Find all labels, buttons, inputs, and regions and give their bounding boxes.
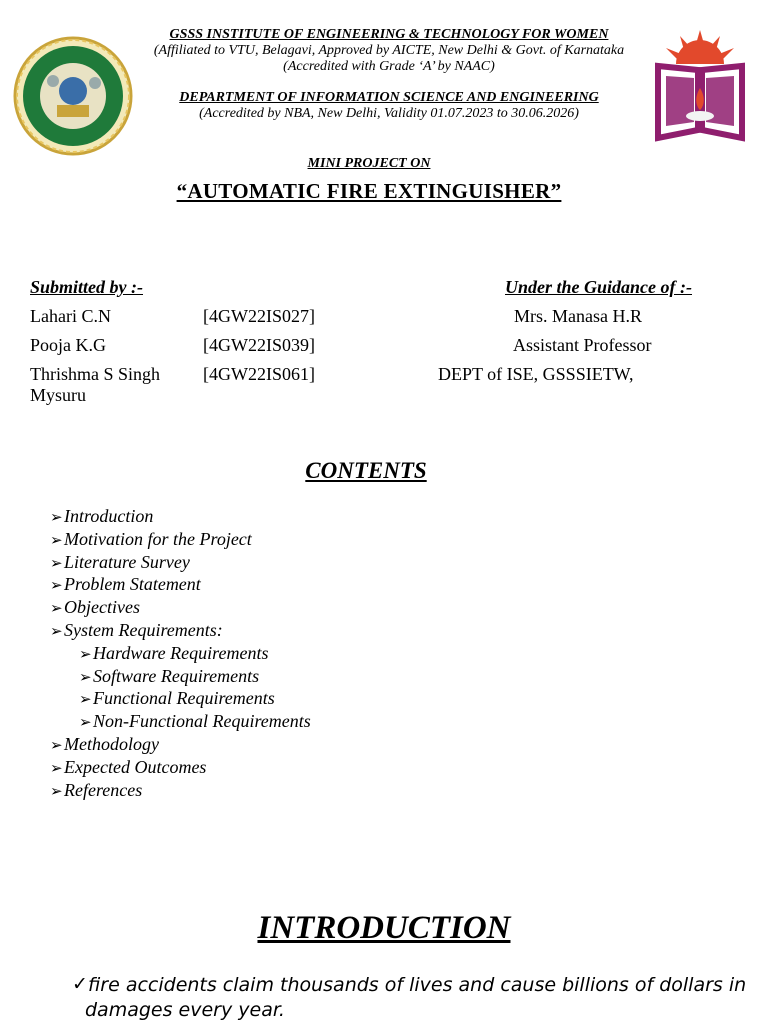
arrow-bullet-icon: ➢	[50, 532, 63, 549]
project-label: MINI PROJECT ON	[307, 156, 431, 171]
arrow-bullet-icon: ➢	[50, 578, 63, 595]
arrow-bullet-icon: ➢	[79, 715, 92, 732]
student-usn: [4GW22IS039]	[203, 335, 315, 355]
arrow-bullet-icon: ➢	[79, 646, 92, 663]
list-item: ➢Hardware Requirements	[50, 643, 311, 666]
department-name: DEPARTMENT OF INFORMATION SCIENCE AND ENGINEERING	[179, 90, 599, 105]
arrow-bullet-icon: ➢	[50, 555, 63, 572]
project-title: “AUTOMATIC FIRE EXTINGUISHER”	[176, 179, 562, 203]
arrow-bullet-icon: ➢	[50, 760, 63, 777]
contents-list	[50, 506, 311, 802]
arrow-bullet-icon: ➢	[79, 669, 92, 686]
list-item: ➢Problem Statement	[50, 574, 311, 597]
student-name: Thrishma S Singh	[30, 364, 161, 384]
guide-name: Mrs. Manasa H.R	[514, 306, 642, 326]
checkmark-icon: ✓	[72, 973, 88, 995]
student-name: Lahari C.N	[30, 306, 111, 326]
college-book-lamp-icon	[654, 30, 746, 142]
institute-name: GSSS INSTITUTE OF ENGINEERING & TECHNOLOGY FOR WOMEN	[169, 27, 609, 42]
list-item: ➢Expected Outcomes	[50, 757, 311, 780]
affiliation-text: (Affiliated to VTU, Belagavi, Approved by AICTE, New Delhi & Govt. of Karnataka	[153, 43, 625, 58]
student-usn: [4GW22IS061]	[203, 364, 315, 384]
institution-header	[140, 27, 638, 122]
list-item: ➢Motivation for the Project	[50, 529, 311, 552]
list-item: ➢Non-Functional Requirements	[50, 711, 311, 734]
guide-designation: Assistant Professor	[513, 335, 652, 355]
list-item: ➢Introduction	[50, 506, 311, 529]
list-item: ➢Objectives	[50, 597, 311, 620]
arrow-bullet-icon: ➢	[50, 783, 63, 800]
list-item: ➢References	[50, 780, 311, 803]
list-item: ➢Functional Requirements	[50, 688, 311, 711]
nba-accreditation: (Accredited by NBA, New Delhi, Validity 01.07.2023 to 30.06.2026)	[199, 106, 579, 121]
list-item: ➢System Requirements:	[50, 620, 311, 643]
naac-accreditation: (Accredited with Grade ‘A’ by NAAC)	[283, 59, 495, 74]
arrow-bullet-icon: ➢	[50, 601, 63, 618]
intro-bullet-item	[72, 973, 752, 1023]
intro-bullet-text-continued: damages every year.	[85, 999, 285, 1021]
intro-bullet-text: fire accidents claim thousands of lives and cause billions of dollars in	[88, 974, 747, 996]
arrow-bullet-icon: ➢	[50, 737, 63, 754]
submitted-by-label: Submitted by :-	[30, 277, 143, 297]
list-item: ➢Software Requirements	[50, 666, 311, 689]
list-item: ➢Methodology	[50, 734, 311, 757]
guidance-label: Under the Guidance of :-	[505, 277, 692, 297]
student-name: Pooja K.G	[30, 335, 106, 355]
guide-department: DEPT of ISE, GSSSIETW,	[438, 364, 634, 384]
list-item: ➢Literature Survey	[50, 552, 311, 575]
contents-heading: CONTENTS	[305, 458, 427, 483]
introduction-heading: INTRODUCTION	[257, 910, 511, 946]
arrow-bullet-icon: ➢	[79, 692, 92, 709]
arrow-bullet-icon: ➢	[50, 510, 63, 526]
arrow-bullet-icon: ➢	[50, 623, 63, 640]
guide-city: Mysuru	[30, 385, 87, 405]
vtu-emblem-icon	[13, 35, 133, 157]
student-usn: [4GW22IS027]	[203, 306, 315, 326]
